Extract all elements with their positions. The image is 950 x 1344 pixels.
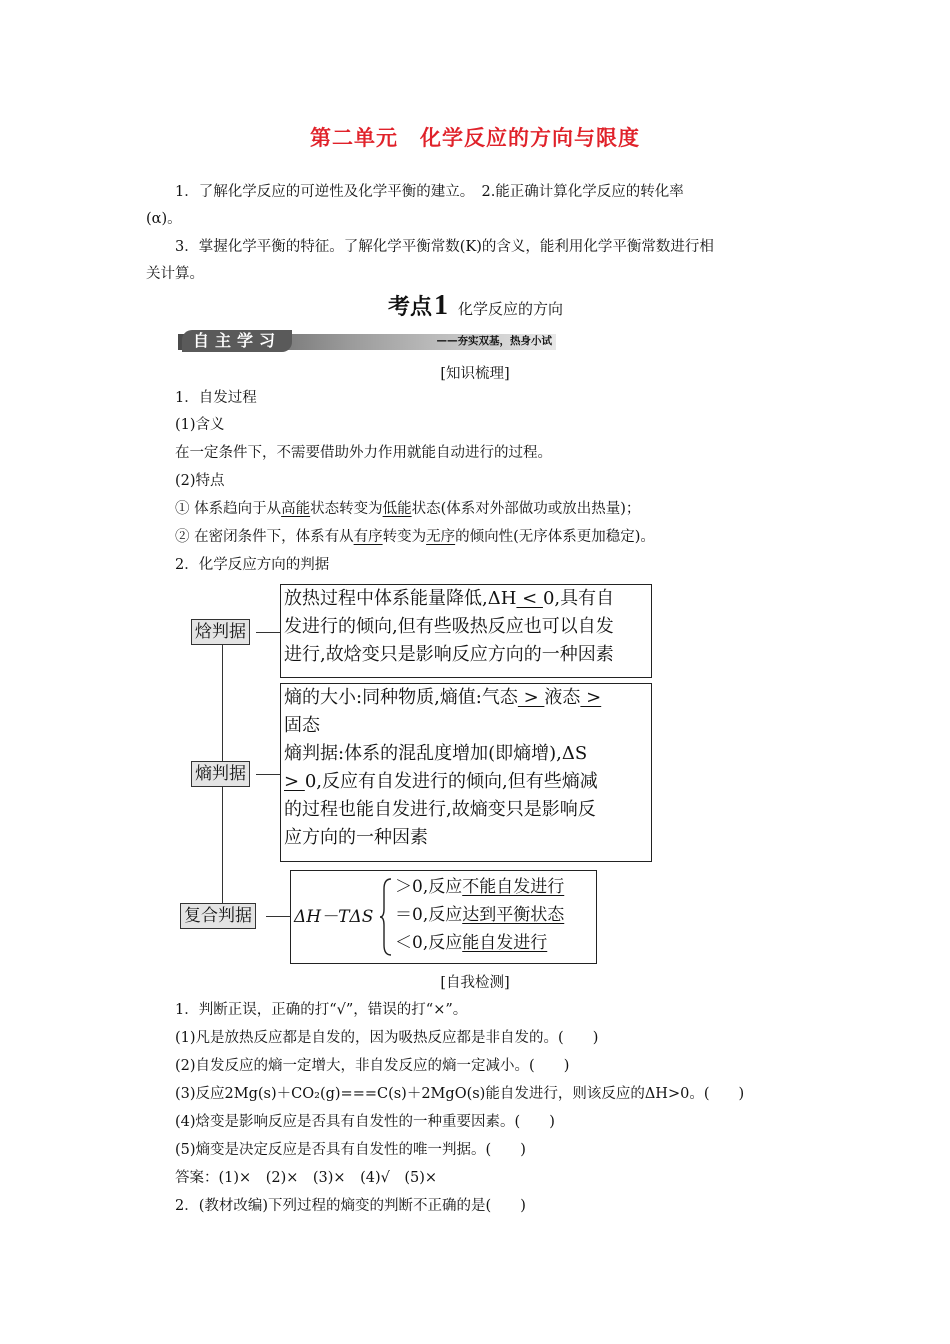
label-combined: 复合判据 [180, 903, 256, 929]
blank-answer: > [580, 687, 602, 708]
q2-stem: 2．(教材改编)下列过程的熵变的判断不正确的是( ) [175, 1198, 526, 1214]
combined-row-3 [395, 929, 564, 957]
text: 熵的大小:同种物质,熵值:气态 [284, 687, 518, 708]
banner-tab: 自主学习 [182, 330, 292, 352]
section-banner [178, 330, 556, 352]
k1-sub1-text: 在一定条件下，不需要借助外力作用就能自动进行的过程。 [175, 445, 552, 461]
section-knowledge: [知识梳理] [440, 366, 510, 382]
q1-answer: 答案：(1)× (2)× (3)× (4)√ (5)× [175, 1170, 438, 1186]
enthalpy-line-3: 进行,故焓变只是影响反应方向的一种因素 [284, 644, 614, 665]
goal-line-4: 关计算。 [146, 266, 204, 282]
text: 的倾向性(无序体系更加稳定)。 [455, 529, 655, 545]
blank-answer: 低能 [382, 501, 412, 517]
k2-heading: 2．化学反应方向的判据 [175, 557, 330, 573]
blank-answer: > [284, 771, 305, 792]
label-enthalpy: 焓判据 [191, 619, 250, 645]
goal-line-1: 1．了解化学反应的可逆性及化学平衡的建立。 2.能正确计算化学反应的转化率 [175, 184, 684, 200]
combined-rows [395, 873, 564, 957]
brace-icon [379, 877, 393, 957]
text: 放热过程中体系能量降低,ΔH [284, 588, 517, 609]
goal-line-2: (α)。 [146, 211, 182, 227]
entropy-line-2: 固态 [284, 715, 320, 736]
enthalpy-line-2: 发进行的倾向,但有些吸热反应也可以自发 [284, 616, 614, 637]
goal-line-3: 3．掌握化学平衡的特征。了解化学平衡常数(K)的含义，能利用化学平衡常数进行相 [175, 239, 714, 255]
blank-answer: 不能自发进行 [462, 877, 565, 897]
k1-sub1: (1)含义 [175, 417, 225, 433]
banner-slogan: ——夯实双基，热身小试 [436, 335, 552, 347]
q1-item-3: (3)反应2Mg(s)＋CO₂(g)===C(s)＋2MgO(s)能自发进行，则该反应的ΔH>0。( ) [175, 1086, 745, 1102]
combined-expression: ΔH－TΔS [294, 907, 374, 927]
blank-answer: < [516, 588, 543, 609]
entropy-line-6: 应方向的一种因素 [284, 827, 428, 848]
q1-item-5: (5)熵变是决定反应是否具有自发性的唯一判据。( ) [175, 1142, 526, 1158]
section-check: [自我检测] [440, 975, 510, 991]
combined-box [290, 870, 597, 964]
k1-point-1 [175, 499, 640, 519]
q1-item-1: (1)凡是放热反应都是自发的，因为吸热反应都是非自发的。( ) [175, 1030, 599, 1046]
k1-point-2 [175, 527, 655, 547]
combined-row-2 [395, 901, 564, 929]
text: ＜0,反应 [395, 933, 463, 953]
k1-heading: 1．自发过程 [175, 390, 257, 406]
blank-answer: 无序 [426, 529, 456, 545]
kaodian-heading [388, 290, 563, 322]
text: 0,反应有自发进行的倾向,但有些熵减 [304, 771, 598, 792]
connector [266, 916, 290, 917]
enthalpy-box [280, 584, 652, 678]
page-title: 第二单元 化学反应的方向与限度 [310, 126, 640, 150]
q1-stem: 1．判断正误，正确的打“√”，错误的打“×”。 [175, 1002, 468, 1018]
entropy-box [280, 683, 652, 862]
text: 状态转变为 [310, 501, 383, 517]
blank-answer: > [517, 687, 545, 708]
kaodian-label: 考点 [388, 295, 433, 320]
entropy-line-3: 熵判据:体系的混乱度增加(即熵增),ΔS [284, 743, 588, 764]
q1-item-4: (4)焓变是影响反应是否具有自发性的一种重要因素。( ) [175, 1114, 555, 1130]
blank-answer: 达到平衡状态 [462, 905, 565, 925]
label-entropy: 熵判据 [191, 761, 250, 787]
blank-answer: 能自发进行 [462, 933, 548, 953]
k1-sub2: (2)特点 [175, 473, 225, 489]
text: 转变为 [382, 529, 427, 545]
connector [256, 774, 280, 775]
text: ① 体系趋向于从 [175, 501, 282, 517]
text: ＞0,反应 [395, 877, 463, 897]
kaodian-number: 1 [434, 290, 449, 321]
connector [256, 632, 280, 633]
blank-answer: 有序 [353, 529, 383, 545]
text: ＝0,反应 [395, 905, 463, 925]
q1-item-2: (2)自发反应的熵一定增大，非自发反应的熵一定减小。( ) [175, 1058, 570, 1074]
text: ② 在密闭条件下，体系有从 [175, 529, 354, 545]
entropy-line-1 [281, 684, 651, 712]
enthalpy-line-1 [281, 585, 651, 613]
kaodian-topic: 化学反应的方向 [458, 300, 564, 318]
entropy-line-4 [281, 768, 651, 796]
blank-answer: 高能 [281, 501, 311, 517]
text: 状态(体系对外部做功或放出热量)； [411, 501, 641, 517]
entropy-line-5: 的过程也能自发进行,故熵变只是影响反 [284, 799, 596, 820]
text: 0,具有自 [542, 588, 615, 609]
combined-row-1 [395, 873, 564, 901]
text: 液态 [544, 687, 581, 708]
